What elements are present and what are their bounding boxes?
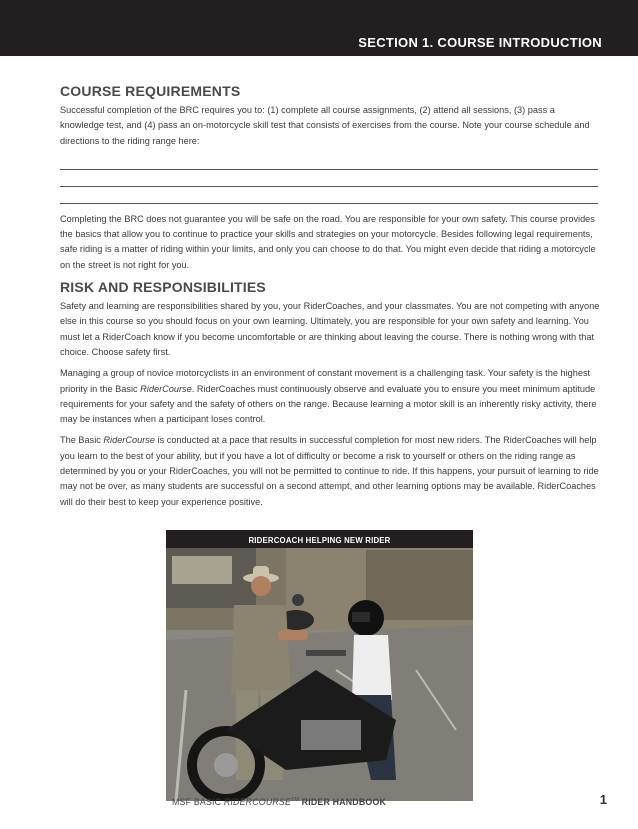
text-run: . RiderCoaches must continuously observe and evaluate you to ensure you meet minimum aptitude requirements for your safety and the safety of others on the range. Because learning a motor skill is an inherently risky activity, there may be instances when a participant loses control. xyxy=(60,383,597,425)
section-title: SECTION 1. COURSE INTRODUCTION xyxy=(358,35,602,50)
text-run: The Basic xyxy=(60,435,104,446)
text-run: Managing a group of novice motorcyclists in an environment of constant movement is a challenging task. Your safety is the highest priority in the Basic xyxy=(60,368,591,394)
blank-line xyxy=(60,189,598,204)
footer-msf-basic: MSF BASIC xyxy=(172,797,224,807)
footer-ridercourse: RIDERCOURSE xyxy=(223,797,292,807)
risk-heading: RISK AND RESPONSIBILITIES xyxy=(60,279,266,296)
ridercourse-italic: RiderCourse xyxy=(140,383,192,394)
risk-paragraph-3 xyxy=(60,433,600,509)
page-header-bar xyxy=(0,0,638,56)
course-requirements-closing: Completing the BRC does not guarantee you will be safe on the road. You are responsible for your own safety. This course provides the basics that allow you to continue to practice your skills and strategies on your motorcycle. Besides following legal requirements, safe riding is a matter of riding within your limits, and only you can choose to do that. You might even decide that riding a motorcycle on the street is not right for you. xyxy=(60,213,596,270)
course-requirements-intro: Successful completion of the BRC requires you to: (1) complete all course assignments, (2) attend all sessions, (3) pass a knowledge test, and (4) pass an on-motorcycle skill test that consists of exercises from the course. Note your course schedule and directions to the riding range here: xyxy=(60,105,590,146)
blank-line xyxy=(60,155,598,170)
service-mark: SM xyxy=(291,797,299,804)
footer-title xyxy=(172,797,386,807)
text-run: is conducted at a pace that results in successful completion for most new riders. The RiderCoaches will help you learn to the best of your ability, but if you have a lot of difficulty or become a risk to yourself or others on the riding range as determined by you or your RiderCoaches, you will not be permitted to continue to ride. If this happens, your pursuit of learning to ride may not be over, as many students are successful on a second attempt, and other learning options may be available. RiderCoaches will do their best to keep your experience positive. xyxy=(60,435,599,507)
photo-caption: RIDERCOACH HELPING NEW RIDER xyxy=(248,536,391,545)
course-requirements-heading: COURSE REQUIREMENTS xyxy=(60,83,241,99)
ridercourse-italic: RiderCourse xyxy=(103,435,155,446)
footer-handbook: RIDER HANDBOOK xyxy=(298,797,387,807)
risk-paragraph-1: Safety and learning are responsibilities shared by you, your RiderCoaches, and your classmates. You are not competing with anyone else in this course so you should focus on your own learning. Ultimately, you are responsible for your own safety and learning. You must let a RiderCoach know if you become uncomfortable or are thinking about leaving the course. There is nothing wrong with that choice. Choose safety first. xyxy=(60,301,600,357)
photo-caption-bar xyxy=(166,530,473,548)
blank-line xyxy=(60,172,598,187)
risk-paragraph-2 xyxy=(60,366,600,427)
main-content xyxy=(60,83,600,516)
schedule-blank-lines xyxy=(60,155,600,204)
page-number: 1 xyxy=(599,792,607,807)
